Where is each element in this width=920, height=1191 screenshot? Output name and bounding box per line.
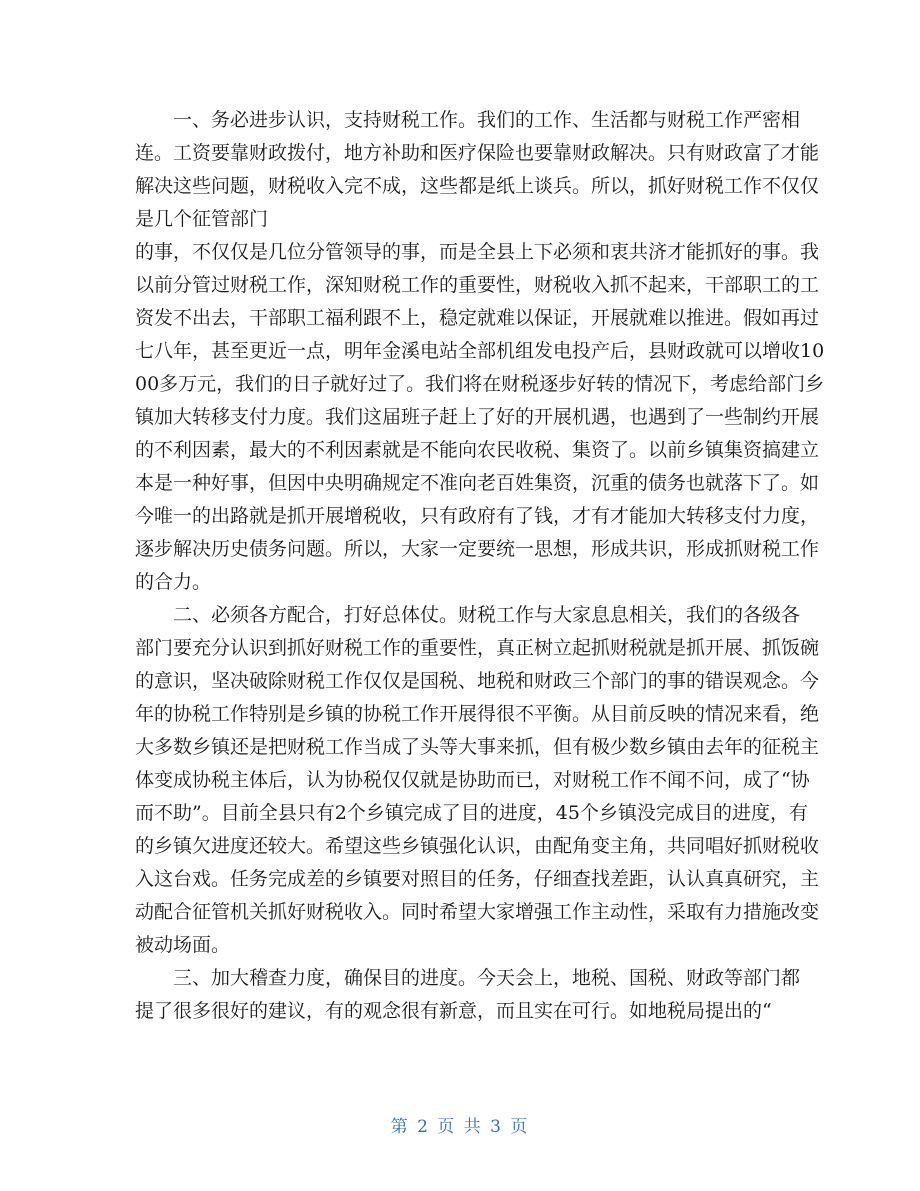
text-line: 资发不出去，干部职工福利跟不上，稳定就难以保证，开展就难以推进。假如再过 [135, 307, 820, 329]
text-line: 七八年，甚至更近一点，明年金溪电站全部机组发电投产后，县财政就可以增收10 [135, 340, 825, 362]
text-line: 被动场面。 [135, 934, 231, 956]
paragraph [135, 599, 820, 962]
text-line: 年的协税工作特别是乡镇的协税工作开展得很不平衡。从目前反映的情况来看，绝 [135, 703, 820, 725]
text-line: 逐步解决历史债务问题。所以，大家一定要统一思想，形成共识，形成抓财税工作 [135, 538, 820, 560]
text-line: 提了很多很好的建议，有的观念很有新意，而且实在可行。如地税局提出的“ [135, 1000, 772, 1022]
text-line: 本是一种好事，但因中央明确规定不准向老百姓集资，沉重的债务也就落下了。如 [135, 472, 820, 494]
text-line: 体变成协税主体后，认为协税仅仅就是协助而已，对财税工作不闻不问，成了“协 [135, 769, 810, 791]
text-line: 大多数乡镇还是把财税工作当成了头等大事来抓，但有极少数乡镇由去年的征税主 [135, 736, 820, 758]
document-body [135, 104, 825, 1028]
text-line: 以前分管过财税工作，深知财税工作的重要性，财税收入抓不起来，干部职工的工 [135, 274, 820, 296]
text-line: 一、务必进步认识，支持财税工作。我们的工作、生活都与财税工作严密相 [135, 109, 801, 131]
text-line: 镇加大转移支付力度。我们这届班子赶上了好的开展机遇，也遇到了一些制约开展 [135, 406, 820, 428]
text-line: 二、必须各方配合，打好总体仗。财税工作与大家息息相关，我们的各级各 [135, 604, 801, 626]
text-line: 而不助”。目前全县只有2个乡镇完成了目的进度，45个乡镇没完成目的进度，有 [135, 802, 808, 824]
page-number-footer: 第 2 页 共 3 页 [390, 1117, 530, 1137]
text-line: 连。工资要靠财政拨付，地方补助和医疗保险也要靠财政解决。只有财政富了才能 [135, 142, 820, 164]
text-line: 的事，不仅仅是几位分管领导的事，而是全县上下必须和衷共济才能抓好的事。我 [135, 241, 820, 263]
text-line: 的合力。 [135, 571, 212, 593]
text-line: 的意识，坚决破除财税工作仅仅是国税、地税和财政三个部门的事的错误观念。今 [135, 670, 820, 692]
paragraph [135, 104, 825, 599]
text-line: 三、加大稽查力度，确保目的进度。今天会上，地税、国税、财政等部门都 [135, 967, 801, 989]
text-line: 是几个征管部门 [135, 208, 269, 230]
text-line: 的乡镇欠进度还较大。希望这些乡镇强化认识，由配角变主角，共同唱好抓财税收 [135, 835, 820, 857]
text-line: 的不利因素，最大的不利因素就是不能向农民收税、集资了。以前乡镇集资搞建立 [135, 439, 820, 461]
text-line: 部门要充分认识到抓好财税工作的重要性，真正树立起抓财税就是抓开展、抓饭碗 [135, 637, 820, 659]
text-line: 今唯一的出路就是抓开展增税收，只有政府有了钱，才有才能加大转移支付力度， [135, 505, 820, 527]
text-line: 00多万元，我们的日子就好过了。我们将在财税逐步好转的情况下，考虑给部门乡 [135, 373, 825, 395]
text-line: 解决这些问题，财税收入完不成，这些都是纸上谈兵。所以，抓好财税工作不仅仅 [135, 175, 820, 197]
text-line: 动配合征管机关抓好财税收入。同时希望大家增强工作主动性，采取有力措施改变 [135, 901, 820, 923]
paragraph [135, 962, 801, 1028]
text-line: 入这台戏。任务完成差的乡镇要对照目的任务，仔细查找差距，认认真真研究，主 [135, 868, 820, 890]
